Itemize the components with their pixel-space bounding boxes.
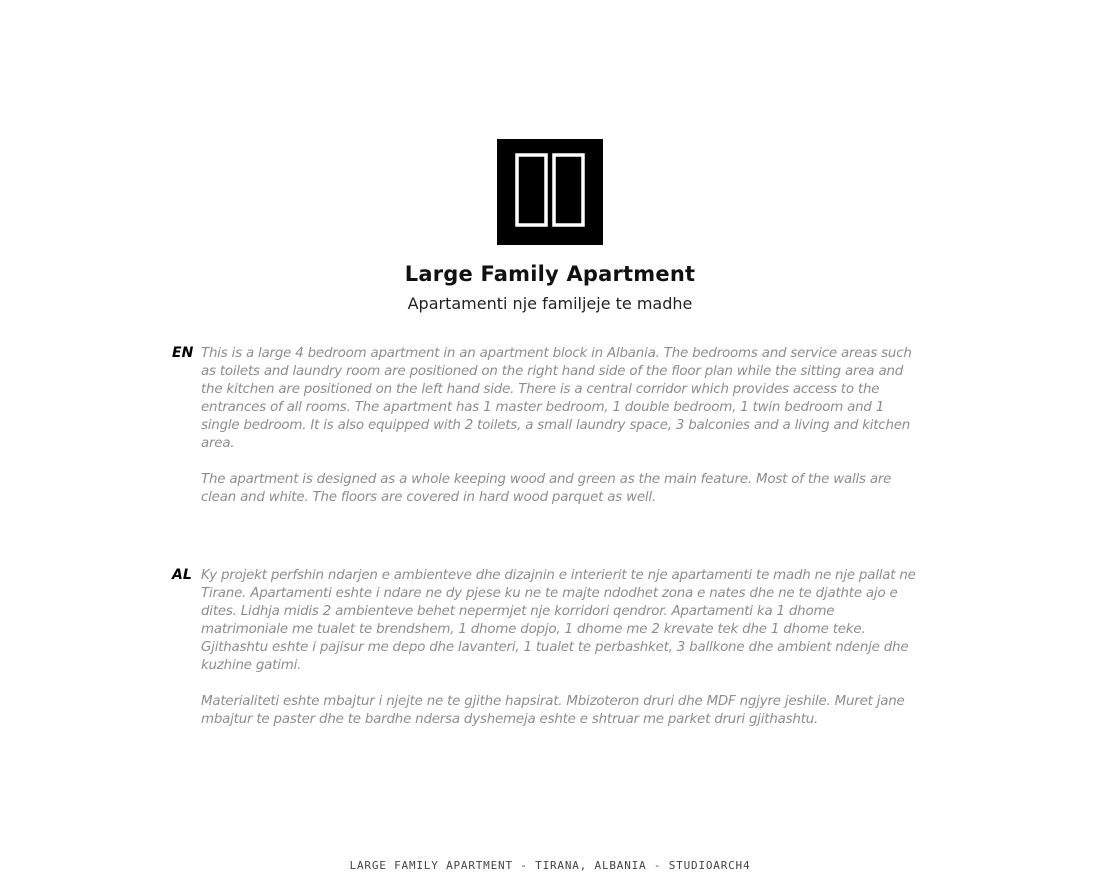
al-paragraph: Ky projekt perfshin ndarjen e ambienteve dhe dizajnin e interierit te nje apartamenti te madh ne nje pallat ne Tirane. Apartamenti eshte i ndare ne dy pjese ku ne te majte ndodhet zona e nates dhe ne te djathte ajo e dites. Lidhja midis 2 ambienteve behet nepermjet nje korridori qendror. Apartamenti ka 1 dhome matrimoniale me tualet te brendshem, 1 dhome dopjo, 1 dhome me 2 krevate tek dhe 1 dhome teke. Gjithashtu eshte i pajisur me depo dhe lavanteri, 1 tualet te perbashket, 3 ballkone dhe ambient ndenje dhe kuzhine gatimi. bbox=[201, 568, 916, 673]
en-paragraph: This is a large 4 bedroom apartment in an apartment block in Albania. The bedrooms and service areas such as toilets and laundry room are positioned on the right hand side of the floor plan while the sitting area and the kitchen are positioned on the left hand side. There is a central corridor which provides access to the entrances of all rooms. The apartment has 1 master bedroom, 1 double bedroom, 1 twin bedroom and 1 single bedroom. It is also equipped with 2 toilets, a small laundry space, 3 balconies and a living and kitchen area. bbox=[201, 346, 912, 451]
double-door-icon bbox=[497, 139, 603, 245]
al-description bbox=[201, 567, 917, 729]
en-paragraph: The apartment is designed as a whole keeping wood and green as the main feature. Most of the walls are clean and white. The floors are covered in hard wood parquet as well. bbox=[201, 472, 892, 505]
page-title: Large Family Apartment bbox=[404, 262, 696, 286]
en-language-label: EN bbox=[172, 345, 194, 361]
footer-caption: LARGE FAMILY APARTMENT - TIRANA, ALBANIA - STUDIOARCH4 bbox=[349, 859, 751, 872]
al-language-label: AL bbox=[172, 567, 192, 583]
studio-logo bbox=[497, 139, 603, 245]
page-subtitle: Apartamenti nje familjeje te madhe bbox=[407, 294, 693, 313]
en-description bbox=[201, 345, 917, 507]
al-paragraph: Materialiteti eshte mbajtur i njejte ne te gjithe hapsirat. Mbizoteron druri dhe MDF ngjyre jeshile. Muret jane mbajtur te paster dhe te bardhe ndersa dyshemeja eshte e shtruar me parket druri gjithashtu. bbox=[201, 694, 905, 727]
